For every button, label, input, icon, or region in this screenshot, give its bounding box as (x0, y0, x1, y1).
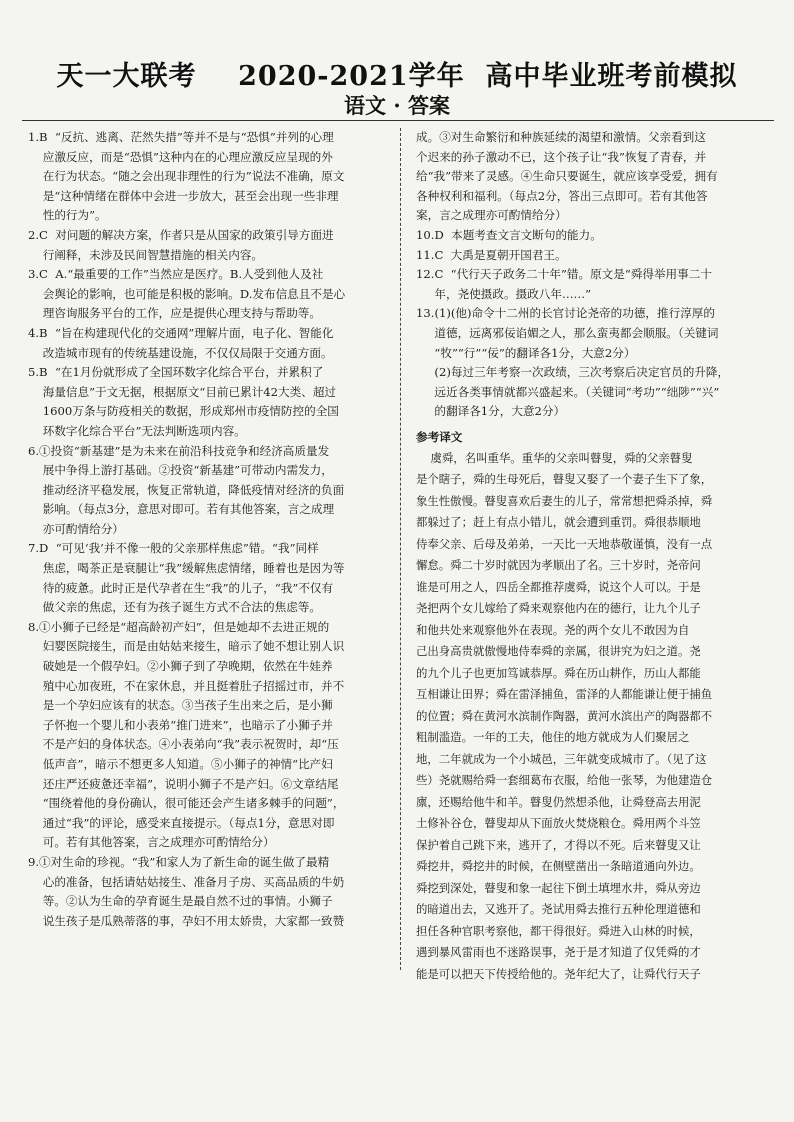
header-rule (22, 120, 774, 121)
page-subtitle: 语文 · 答案 (344, 93, 450, 118)
text-line: 破她是一个假孕妇。②小狮子到了孕晚期，依然在牛娃养 (28, 659, 333, 674)
text-line: 是“这种情绪在群体中会进一步放大，甚至会出现一些非理 (28, 188, 339, 203)
text-line: 舜挖到深处，瞽叟和象一起往下倒土填埋水井，舜从旁边 (416, 880, 701, 895)
text-line: 待的疲惫。此时正是代孕者在生“我”的儿子，“我”不仅有 (28, 580, 334, 595)
text-line: 11.C 大禹是夏朝开国君王。 (416, 247, 567, 262)
text-line: 焦虑，喝茶正是衰腿让“我”缓解焦虑情绪，睡着也是因为等 (28, 561, 345, 576)
text-line: 7.D “可见‘我’并不像一般的父亲那样焦虑”错。“我”同样 (28, 541, 319, 556)
text-line: 妇婴医院接生，而是由姑姑来接生，暗示了她不想让别人识 (28, 639, 345, 654)
text-line: 侍奉父亲、后母及弟弟，一天比一天地恭敬谨慎，没有一点 (416, 536, 713, 551)
text-line: 是个瞎子，舜的生母死后，瞽叟又娶了一个妻子生下了象， (416, 472, 713, 486)
text-line: 推动经济平稳发展，恢复正常轨道，降低疫情对经济的负面 (28, 482, 345, 497)
text-line: 的翻译各1分，大意2分） (416, 404, 566, 419)
text-line: 等。②认为生命的孕育诞生是最自然不过的事情。小狮子 (28, 894, 333, 909)
text-line: 6.①投资“新基建”是为未来在前沿科技竞争和经济高质量发 (28, 443, 330, 458)
text-line: 应激反应，而是“恐惧”这种内在的心理应激反应呈现的外 (28, 149, 333, 164)
text-line: 的九个儿子也更加笃诚恭厚。舜在历山耕作，历山人都能 (416, 665, 701, 680)
text-line: “牧”“行”“佞”的翻译各1分，大意2分） (416, 345, 636, 360)
text-line: 性的行为”。 (28, 208, 107, 223)
text-line: 和他共处来观察他外在表现。尧的两个女儿不敢因为自 (416, 622, 690, 637)
text-line: 做父亲的焦虑，还有为孩子诞生方式不合法的焦虑等。 (28, 600, 321, 615)
text-line: 子怀抱一个婴儿和小表弟“推门进来”，也暗示了小狮子并 (28, 717, 333, 732)
text-line: “围绕着他的身份确认，很可能还会产生诸多棘手的问题”， (28, 796, 345, 811)
text-line: 土修补谷仓，瞽叟却从下面放火焚烧粮仓。舜用两个斗笠 (416, 816, 701, 830)
text-line: 成。③对生命繁衍和种族延续的渴望和激情。父亲看到这 (416, 130, 706, 144)
text-line: 是一个孕妇应该有的状态。③当孩子生出来之后，是小狮 (28, 698, 333, 713)
text-line: 廪，还赐给他牛和羊。瞽叟仍然想杀他，让舜登高去用泥 (416, 794, 701, 809)
text-line: 尧把两个女儿嫁给了舜来观察他内在的德行，让九个儿子 (416, 601, 701, 615)
text-line: 8.①小狮子已经是“超高龄初产妇”，但是她却不去进正规的 (28, 619, 330, 634)
page-title: 天一大联考 2020-2021学年 高中毕业班考前模拟 (56, 61, 738, 92)
right-answers-block (416, 128, 776, 422)
right-answer-column (416, 128, 776, 985)
text-line: 远近各类事情就都兴盛起来。（关键词“考功”“绌陟”“兴” (416, 384, 720, 399)
text-line: 可。若有其他答案，言之成理亦可酌情给分） (28, 835, 275, 850)
text-line: 亦可酌情给分） (28, 521, 124, 536)
text-line: 给“我”带来了灵感。④生命只要诞生，就应该享受爱，拥有 (416, 169, 718, 184)
text-line: 不是产妇的身体状态。④小表弟向“我”表示祝贺时，却“压 (28, 737, 339, 752)
text-line: 案，言之成理亦可酌情给分） (416, 208, 567, 223)
text-line: 3.C A.“最重要的工作”当然应是医疗。B.人受到他人及社 (28, 267, 324, 282)
text-line: 殖中心加夜班，不在家休息，并且挺着肚子招摇过市，并不 (28, 678, 345, 693)
text-line: 环数字化综合平台”无法判断选项内容。 (28, 423, 246, 438)
text-line: 各种权利和福利。（每点2分，答出三点即可。若有其他答 (416, 188, 708, 203)
text-line: 互相谦让田界；舜在雷泽捕鱼，雷泽的人都能谦让便于捕鱼 (416, 687, 713, 701)
text-line: 道德，远离邪佞谄媚之人，那么蛮夷都会顺服。（关键词 (416, 325, 719, 340)
text-line: 通过“我”的评论，感受来直接提示。（每点1分，意思对即 (28, 815, 335, 830)
text-line: 12.C “代行天子政务二十年”错。原文是“舜得举用事二十 (416, 267, 712, 282)
text-line: 理咨询服务平台的工作，应是提供心理支持与帮助等。 (28, 306, 321, 321)
text-line: 懈怠。舜二十岁时就因为孝顺出了名。三十岁时，尧帝问 (416, 558, 701, 572)
text-line: 保护着自己跳下来，逃开了，才得以不死。后来瞽叟又让 (416, 837, 701, 852)
text-line: 心的准备，包括请姑姑接生、准备月子房、买高品质的牛奶 (28, 874, 345, 889)
text-line: 低声音”，暗示不想更多人知道。⑤小狮子的神情“比产妇 (28, 757, 333, 771)
text-line: 展中争得上游打基础。②投资“新基建”可带动内需发力， (28, 463, 333, 478)
text-line: (2)每过三年考察一次政绩，三次考察后决定官员的升降， (416, 365, 730, 380)
text-line: 1600万条与防疫相关的数据，形成郑州市疫情防控的全国 (28, 404, 339, 419)
text-line: 象生性傲慢。瞽叟喜欢后妻生的儿子，常常想把舜杀掉，舜 (416, 493, 713, 508)
text-line: 2.C 对问题的解决方案，作者只是从国家的政策引导方面进 (28, 227, 334, 242)
translation-heading: 参考译文 (416, 429, 463, 444)
text-line: 9.①对生命的珍视。“我”和家人为了新生命的诞生做了最精 (28, 854, 330, 869)
text-line: 年，尧使摄政。摄政八年……” (416, 286, 592, 301)
text-line: 10.D 本题考查文言文断句的能力。 (416, 227, 602, 242)
text-line: 还庄严还疲惫还幸福”，说明小狮子不是产妇。⑥文章结尾 (28, 776, 339, 791)
text-line: 担任各种官职考察他，都干得很好。舜进入山林的时候， (416, 923, 701, 938)
text-line: 个迟来的孙子激动不已，这个孩子让“我”恢复了青春，并 (416, 149, 707, 164)
text-line: 海量信息”于文无据，根据原文“目前已累计42大类、超过 (28, 384, 337, 399)
text-line: 些）尧就赐给舜一套细葛布衣服，给他一张琴，为他建造仓 (416, 773, 713, 787)
text-line: 的暗道出去，又逃开了。尧试用舜去推行五种伦理道德和 (416, 902, 701, 916)
text-line: 舜挖井，舜挖井的时候，在侧壁凿出一条暗道通向外边。 (416, 859, 701, 873)
text-line: 粗制滥造。一年的工夫，他住的地方就成为人们聚居之 (416, 730, 690, 744)
text-line: 谁是可用之人，四岳全都推荐虞舜，说这个人可以。于是 (416, 579, 701, 594)
text-line: 地，二年就成为一个小城邑，三年就变成城市了。（见了这 (416, 751, 707, 766)
text-line: 4.B “旨在构建现代化的交通网”理解片面，电子化、智能化 (28, 325, 334, 340)
text-line: 说生孩子是瓜熟蒂落的事，孕妇不用太娇贵，大家都一致赞 (28, 913, 345, 928)
text-line: 行阐释，未涉及民间智慧措施的相关内容。 (28, 247, 264, 262)
reference-translation (416, 448, 776, 986)
text-line: 能是可以把天下传授给他的。尧年纪大了，让舜代行天子 (416, 966, 701, 981)
text-line: 遇到暴风雷雨也不迷路误事，尧于是才知道了仅凭舜的才 (416, 945, 701, 959)
text-line: 1.B “反抗、逃离、茫然失措”等并不是与“恐惧”并列的心理 (28, 130, 334, 144)
text-line: 改造城市现有的传统基建设施，不仅仅局限于交通方面。 (28, 345, 333, 360)
text-line: 的位置；舜在黄河水滨制作陶器，黄河水滨出产的陶器都不 (416, 708, 713, 723)
text-line: 己出身高贵就傲慢地侍奉舜的亲属，很讲究为妇之道。尧 (416, 644, 701, 658)
text-line: 虞舜，名叫重华。重华的父亲叫瞽叟，舜的父亲瞽叟 (416, 450, 693, 465)
text-line: 影响。（每点3分，意思对即可。若有其他答案，言之成理 (28, 502, 335, 517)
column-divider (400, 128, 401, 970)
text-line: 在行为状态。“随之会出现非理性的行为”说法不准确，原文 (28, 169, 345, 184)
text-line: 都躲过了；赶上有点小错儿，就会遭到重罚。舜很恭顺地 (416, 515, 701, 529)
left-answer-column (28, 128, 394, 931)
text-line: 13.(1)(他)命令十二州的长官讨论尧帝的功德，推行淳厚的 (416, 306, 715, 321)
text-line: 会舆论的影响，也可能是积极的影响。D.发布信息且不是心 (28, 286, 346, 301)
text-line: 5.B “在1月份就形成了全国环数字化综合平台，并累积了 (28, 365, 324, 380)
